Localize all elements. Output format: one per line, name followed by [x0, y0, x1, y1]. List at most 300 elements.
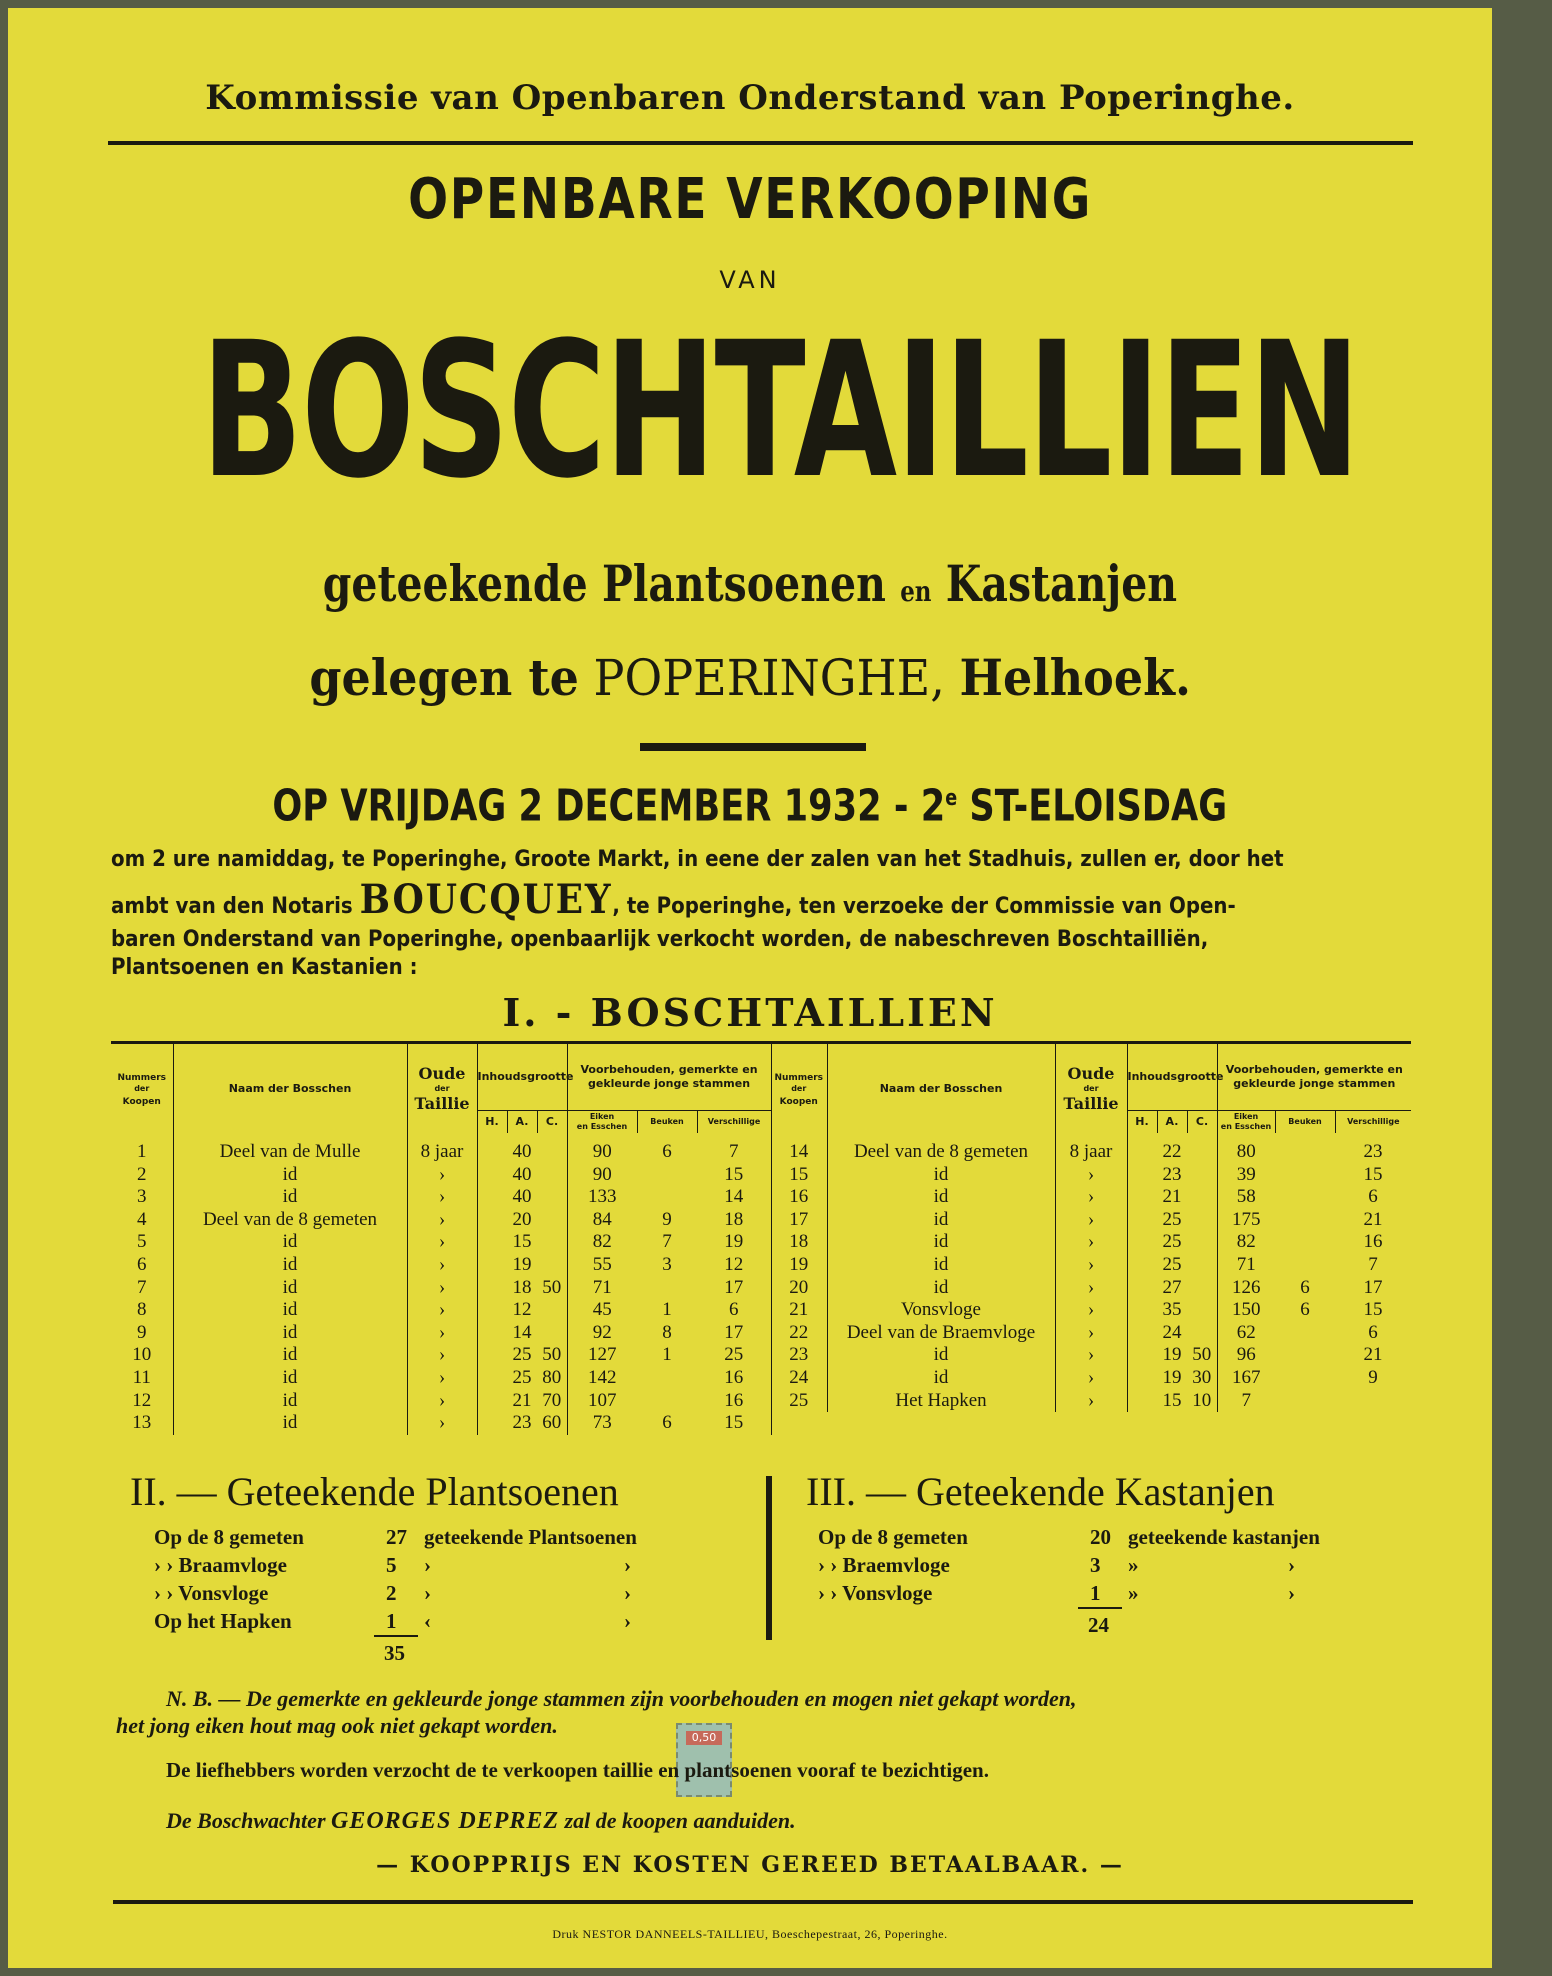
cell-h — [477, 1390, 507, 1413]
cell-v — [1335, 1390, 1411, 1413]
cell-n: 15 — [771, 1164, 827, 1187]
cell-a: 19 — [1162, 1366, 1182, 1388]
col-inhoud-r: Inhoudsgrootte — [1127, 1044, 1217, 1111]
notary-name: BOUCQUEY — [359, 876, 613, 923]
cell-c — [537, 1164, 567, 1187]
cell-name: id — [173, 1322, 407, 1345]
table-row — [111, 1254, 771, 1277]
cell-name: id — [827, 1277, 1055, 1300]
cell-a: 24 — [1162, 1321, 1182, 1343]
cell-e: 84 — [592, 1208, 612, 1230]
nb-line-2: het jong eiken hout mag ook niet gekapt worden. — [116, 1713, 558, 1738]
table-row — [111, 1390, 771, 1413]
cell-c — [1187, 1209, 1217, 1232]
cell-e: 45 — [592, 1299, 612, 1321]
cell-name: id — [173, 1344, 407, 1367]
cell-b — [1275, 1367, 1335, 1390]
cell-c — [1187, 1186, 1217, 1209]
cell-e: 96 — [1236, 1344, 1256, 1366]
col-inhoud: Inhoudsgrootte — [477, 1044, 567, 1111]
cell-c — [1187, 1322, 1217, 1345]
cell-b: 1 — [662, 1344, 672, 1366]
cell-age: › — [407, 1277, 477, 1300]
cell-a: 40 — [512, 1186, 532, 1208]
table-row — [771, 1231, 1411, 1254]
cell-n: 1 — [111, 1133, 173, 1164]
list-item — [818, 1551, 1418, 1579]
cell-v: 18 — [697, 1209, 771, 1232]
cell-b — [1275, 1231, 1335, 1254]
cell-v: 17 — [697, 1277, 771, 1300]
cell-c — [1187, 1254, 1217, 1277]
cell-e: 82 — [592, 1231, 612, 1253]
list-total — [818, 1607, 1418, 1635]
list-item — [818, 1523, 1418, 1551]
warden-line: De Boschwachter GEORGES DEPREZ zal de koopen aanduiden. — [166, 1808, 796, 1834]
list-item — [154, 1523, 754, 1551]
cell-a: 22 — [1162, 1141, 1182, 1162]
cell-b — [1275, 1209, 1335, 1232]
cell-age: › — [407, 1299, 477, 1322]
cell-b: 9 — [662, 1208, 672, 1230]
title-line — [8, 168, 1492, 232]
cell-name: id — [173, 1231, 407, 1254]
cell-name: id — [827, 1209, 1055, 1232]
list-qty: 1 — [386, 1609, 397, 1633]
cell-c — [1187, 1277, 1217, 1300]
table-row — [111, 1322, 771, 1345]
cell-age: 8 jaar — [1055, 1133, 1127, 1164]
cell-h — [477, 1344, 507, 1367]
cell-e: 167 — [1232, 1366, 1261, 1388]
list-item2: › — [1288, 1553, 1295, 1577]
payment-line: — KOOPPRIJS EN KOSTEN GEREED BETAALBAAR. — — [376, 1852, 1124, 1878]
revenue-stamp: 0,50 — [676, 1723, 732, 1797]
cell-name: id — [827, 1254, 1055, 1277]
cell-e: 58 — [1236, 1186, 1256, 1208]
cell-age: › — [407, 1344, 477, 1367]
cell-v: 6 — [1368, 1321, 1378, 1343]
cell-h — [1127, 1186, 1157, 1209]
cell-n: 21 — [771, 1299, 827, 1322]
total-value: 35 — [384, 1641, 405, 1665]
cell-a: 21 — [1162, 1186, 1182, 1208]
table-row — [111, 1133, 771, 1164]
cell-b — [1275, 1186, 1335, 1209]
subtitle-2: gelegen te POPERINGHE, Helhoek. — [309, 648, 1191, 707]
list-item2: › — [624, 1553, 631, 1577]
cell-age: › — [1055, 1186, 1127, 1209]
cell-h — [1127, 1390, 1157, 1413]
list-total — [154, 1635, 754, 1663]
cell-age: › — [1055, 1344, 1127, 1367]
col-voorbehouden-r: Voorbehouden, gemerkte en gekleurde jonge stammen — [1225, 1063, 1403, 1090]
list-item: geteekende kastanjen — [1128, 1525, 1320, 1549]
table-row — [771, 1322, 1411, 1345]
cell-e: 82 — [1236, 1231, 1256, 1253]
cell-c — [537, 1133, 567, 1164]
cell-age: › — [407, 1390, 477, 1413]
table-row — [771, 1390, 1411, 1413]
cell-age: › — [407, 1254, 477, 1277]
cell-n: 2 — [111, 1164, 173, 1187]
cell-b — [1275, 1390, 1335, 1413]
cell-v: 17 — [1363, 1276, 1383, 1298]
lots-table-right: Nummers der Koopen Naam der Bosschen Oude der Taillie Inhoudsgrootte Voorbehouden, gemerkte en gekleurde jonge stammen H. A. C. Eiken en Esschen Beuken Verschillige 14 Deel van de 8 gemeten 8 jaar 22 80 23 15 id › 23 39 15 16 id › 21 58 6 17 id › 25 175 21 18 id › 25 82 16 19 id › 25 71 7 20 id › 27 126 6 17 21 Vonsvloge › 35 150 6 15 22 Deel van de Braemvloge › 24 62 6 23 id › 19 50 96 21 24 id › 19 30 167 9 25 Het Hapken › 15 10 7 — [771, 1044, 1411, 1412]
cell-b — [637, 1367, 697, 1390]
cell-a: 35 — [1162, 1299, 1182, 1321]
cell-a: 20 — [512, 1208, 532, 1230]
van-line: VAN — [719, 266, 781, 294]
cell-h — [1127, 1322, 1157, 1345]
list-item: ‹ — [424, 1609, 431, 1633]
cell-v: 7 — [697, 1133, 771, 1164]
section2-list — [154, 1523, 754, 1663]
section1-title-line — [8, 990, 1492, 1035]
cell-age: › — [1055, 1209, 1127, 1232]
cell-n: 8 — [111, 1299, 173, 1322]
cell-h — [1127, 1254, 1157, 1277]
cell-b — [637, 1164, 697, 1187]
cell-n: 18 — [771, 1231, 827, 1254]
cell-name: id — [173, 1186, 407, 1209]
cell-h — [477, 1231, 507, 1254]
table-row — [111, 1209, 771, 1232]
table-row — [111, 1412, 771, 1435]
table-row — [111, 1344, 771, 1367]
cell-n: 10 — [111, 1344, 173, 1367]
cell-a: 15 — [1162, 1389, 1182, 1411]
cell-b: 8 — [662, 1321, 672, 1343]
cell-h — [1127, 1344, 1157, 1367]
col-nummers-r: Nummers der Koopen — [771, 1044, 827, 1133]
cell-h — [1127, 1209, 1157, 1232]
cell-e: 71 — [1236, 1253, 1256, 1275]
cell-name: Deel van de 8 gemeten — [173, 1209, 407, 1232]
list-item2: › — [1288, 1581, 1295, 1605]
cell-e: 126 — [1232, 1276, 1261, 1298]
list-item — [154, 1579, 754, 1607]
cell-h — [477, 1133, 507, 1164]
cell-n: 11 — [111, 1367, 173, 1390]
cell-age: 8 jaar — [407, 1133, 477, 1164]
cell-e: 92 — [592, 1321, 612, 1343]
cell-n: 13 — [111, 1412, 173, 1435]
cell-e: 39 — [1236, 1163, 1256, 1185]
cell-b: 6 — [1300, 1299, 1310, 1321]
list-item — [818, 1579, 1418, 1607]
cell-b — [1275, 1133, 1335, 1164]
printer-line: Druk NESTOR DANNEELS-TAILLIEU, Boeschepestraat, 26, Poperinghe. — [552, 1927, 948, 1941]
cell-c — [1187, 1133, 1217, 1164]
cell-n: 24 — [771, 1367, 827, 1390]
cell-c — [537, 1231, 567, 1254]
cell-n: 20 — [771, 1277, 827, 1300]
list-item: › — [424, 1581, 431, 1605]
cell-age: › — [1055, 1164, 1127, 1187]
cell-name: Deel van de Braemvloge — [827, 1322, 1055, 1345]
cell-h — [477, 1412, 507, 1435]
cell-h — [1127, 1367, 1157, 1390]
visit-note: De liefhebbers worden verzocht de te verkoopen taillie en plantsoenen vooraf te bezichtigen. — [166, 1758, 989, 1782]
cell-a: 23 — [512, 1412, 532, 1434]
list-pre: Op het Hapken — [154, 1609, 292, 1633]
col-naam: Naam der Bosschen — [173, 1044, 407, 1133]
cell-e: 142 — [588, 1366, 617, 1388]
cell-a: 18 — [512, 1276, 532, 1298]
total-rule — [1078, 1607, 1122, 1609]
cell-v: 15 — [697, 1164, 771, 1187]
cell-v: 21 — [1363, 1344, 1383, 1366]
table-row — [771, 1367, 1411, 1390]
list-qty: 20 — [1090, 1525, 1111, 1549]
table-row — [771, 1254, 1411, 1277]
col-oude-r: Oude der Taillie — [1055, 1044, 1127, 1133]
cell-e: 80 — [1236, 1141, 1256, 1162]
cell-h — [477, 1299, 507, 1322]
list-pre: › › Vonsvloge — [818, 1581, 933, 1605]
poster-sheet — [8, 8, 1492, 1968]
cell-a: 12 — [512, 1299, 532, 1321]
list-qty: 3 — [1090, 1553, 1101, 1577]
cell-b — [637, 1390, 697, 1413]
cell-n: 16 — [771, 1186, 827, 1209]
cell-h — [477, 1322, 507, 1345]
cell-c — [537, 1186, 567, 1209]
cell-name: id — [173, 1164, 407, 1187]
date-line: OP VRIJDAG 2 DECEMBER 1932 - 2e ST-ELOISDAG — [272, 780, 1228, 832]
cell-v: 14 — [697, 1186, 771, 1209]
cell-age: › — [1055, 1367, 1127, 1390]
cell-name: id — [173, 1277, 407, 1300]
cell-v: 16 — [697, 1367, 771, 1390]
cell-c — [537, 1299, 567, 1322]
cell-name: id — [173, 1390, 407, 1413]
table-row — [771, 1164, 1411, 1187]
cell-age: › — [407, 1412, 477, 1435]
cell-e: 133 — [588, 1186, 617, 1208]
cell-h — [1127, 1164, 1157, 1187]
cell-n: 19 — [771, 1254, 827, 1277]
cell-c — [1187, 1231, 1217, 1254]
cell-b: 6 — [662, 1141, 672, 1162]
cell-e: 90 — [592, 1141, 612, 1162]
lots-table-left: Nummers der Koopen Naam der Bosschen Oude der Taillie Inhoudsgrootte Voorbehouden, gemerkte en gekleurde jonge stammen H. A. C. Eiken en Esschen Beuken Verschillige 1 Deel van de Mulle 8 jaar 40 90 6 7 2 id › 40 90 15 3 id › 40 133 14 4 Deel van de 8 gemeten › 20 84 9 18 5 id › 15 82 7 19 6 id › 19 55 3 12 7 id › 18 50 71 17 8 id › 12 45 1 6 9 id › 14 92 8 17 10 id › 25 50 127 1 25 11 id › 25 80 142 16 12 id › 21 70 107 16 13 id › 23 60 73 6 15 — [111, 1044, 772, 1435]
cell-a: 19 — [512, 1253, 532, 1275]
cell-c: 70 — [537, 1390, 567, 1413]
cell-v: 6 — [697, 1299, 771, 1322]
cell-v: 23 — [1363, 1141, 1383, 1162]
cell-h — [477, 1209, 507, 1232]
cell-h — [477, 1164, 507, 1187]
cell-a: 27 — [1162, 1276, 1182, 1298]
table-row — [111, 1164, 771, 1187]
cell-n: 7 — [111, 1277, 173, 1300]
section2-title: II. — Geteekende Plantsoenen — [130, 1469, 619, 1514]
cell-age: › — [1055, 1277, 1127, 1300]
cell-b: 7 — [662, 1231, 672, 1253]
cell-a: 25 — [512, 1366, 532, 1388]
cell-e: 73 — [592, 1412, 612, 1434]
cell-age: › — [407, 1231, 477, 1254]
cell-v: 15 — [1363, 1299, 1383, 1321]
total-value: 24 — [1088, 1613, 1109, 1637]
cell-h — [1127, 1231, 1157, 1254]
cell-v: 19 — [697, 1231, 771, 1254]
cell-v: 21 — [1363, 1208, 1383, 1230]
cell-c — [1187, 1164, 1217, 1187]
cell-b — [1275, 1344, 1335, 1367]
cell-e: 71 — [592, 1276, 612, 1298]
subtitle-1: geteekende Plantsoenen en Kastanjen — [322, 554, 1178, 613]
center-rule — [640, 743, 866, 751]
cell-n: 4 — [111, 1209, 173, 1232]
cell-h — [477, 1254, 507, 1277]
cell-n: 14 — [771, 1133, 827, 1164]
cell-n: 6 — [111, 1254, 173, 1277]
cell-b: 6 — [1300, 1276, 1310, 1298]
col-nummers: Nummers der Koopen — [111, 1044, 173, 1133]
cell-a: 21 — [512, 1389, 532, 1411]
table-row — [771, 1133, 1411, 1164]
list-pre: Op de 8 gemeten — [818, 1525, 968, 1549]
table-row — [111, 1367, 771, 1390]
cell-c — [537, 1254, 567, 1277]
page-title: OPENBARE VERKOOPING — [408, 167, 1092, 232]
list-pre: › › Braemvloge — [818, 1553, 950, 1577]
cell-name: Het Hapken — [827, 1390, 1055, 1413]
cell-age: › — [407, 1209, 477, 1232]
cell-v: 6 — [1368, 1186, 1378, 1208]
cell-h — [1127, 1133, 1157, 1164]
cell-c: 50 — [537, 1277, 567, 1300]
cell-name: Vonsvloge — [827, 1299, 1055, 1322]
cell-n: 12 — [111, 1390, 173, 1413]
commission-line: Kommissie van Openbaren Onderstand van Poperinghe. — [205, 78, 1295, 118]
cell-a: 25 — [1162, 1208, 1182, 1230]
list-pre: Op de 8 gemeten — [154, 1525, 304, 1549]
table-row — [771, 1344, 1411, 1367]
cell-e: 175 — [1232, 1208, 1261, 1230]
cell-e: 62 — [1236, 1321, 1256, 1343]
cell-c: 10 — [1187, 1390, 1217, 1413]
cell-age: › — [1055, 1231, 1127, 1254]
cell-c — [1187, 1299, 1217, 1322]
cell-a: 40 — [512, 1163, 532, 1185]
cell-c: 60 — [537, 1412, 567, 1435]
cell-v: 9 — [1368, 1366, 1378, 1388]
col-oude: Oude der Taillie — [407, 1044, 477, 1133]
cell-n: 22 — [771, 1322, 827, 1345]
table-row — [111, 1231, 771, 1254]
cell-e: 107 — [588, 1389, 617, 1411]
table-row — [771, 1277, 1411, 1300]
cell-v: 17 — [697, 1322, 771, 1345]
total-rule — [374, 1635, 418, 1637]
cell-b: 3 — [662, 1253, 672, 1275]
cell-v: 16 — [697, 1390, 771, 1413]
section1-title: I. - BOSCHTAILLIEN — [502, 990, 998, 1035]
list-item: » — [1128, 1581, 1139, 1605]
table-row — [771, 1209, 1411, 1232]
table-row — [111, 1186, 771, 1209]
cell-v: 7 — [1368, 1253, 1378, 1275]
cell-b: 1 — [662, 1299, 672, 1321]
main-title: BOSCHTAILLIEN — [201, 301, 1360, 520]
cell-a: 25 — [1162, 1253, 1182, 1275]
cell-v: 15 — [697, 1412, 771, 1435]
cell-c — [537, 1322, 567, 1345]
cell-n: 25 — [771, 1390, 827, 1413]
list-item: geteekende Plantsoenen — [424, 1525, 637, 1549]
cell-b — [1275, 1254, 1335, 1277]
cell-name: id — [173, 1412, 407, 1435]
cell-name: id — [827, 1186, 1055, 1209]
cell-a: 15 — [512, 1231, 532, 1253]
cell-name: id — [173, 1367, 407, 1390]
cell-h — [477, 1186, 507, 1209]
cell-c: 50 — [1187, 1344, 1217, 1367]
cell-n: 23 — [771, 1344, 827, 1367]
table-row — [111, 1299, 771, 1322]
cell-name: id — [827, 1367, 1055, 1390]
cell-h — [1127, 1277, 1157, 1300]
cell-age: › — [407, 1322, 477, 1345]
cell-age: › — [407, 1367, 477, 1390]
cell-h — [477, 1277, 507, 1300]
list-item: » — [1128, 1553, 1139, 1577]
list-qty: 2 — [386, 1581, 397, 1605]
table-row — [771, 1299, 1411, 1322]
cell-n: 5 — [111, 1231, 173, 1254]
cell-a: 19 — [1162, 1344, 1182, 1366]
cell-v: 12 — [697, 1254, 771, 1277]
cell-a: 14 — [512, 1321, 532, 1343]
cell-c: 30 — [1187, 1367, 1217, 1390]
cell-b: 6 — [662, 1412, 672, 1434]
list-item2: › — [624, 1609, 631, 1633]
cell-c — [537, 1209, 567, 1232]
main-title-line — [8, 301, 1492, 520]
cell-n: 3 — [111, 1186, 173, 1209]
top-rule — [108, 141, 1413, 145]
nb-line-1: N. B. — De gemerkte en gekleurde jonge stammen zijn voorbehouden en mogen niet gekapt worden, — [166, 1686, 1077, 1711]
cell-e: 55 — [592, 1253, 612, 1275]
cell-name: id — [827, 1231, 1055, 1254]
cell-a: 40 — [512, 1141, 532, 1162]
cell-name: id — [173, 1254, 407, 1277]
list-qty: 1 — [1090, 1581, 1101, 1605]
cell-age: › — [1055, 1254, 1127, 1277]
list-item — [154, 1607, 754, 1635]
cell-e: 90 — [592, 1163, 612, 1185]
section3-list — [818, 1523, 1418, 1635]
cell-e: 127 — [588, 1344, 617, 1366]
cell-name: Deel van de Mulle — [173, 1133, 407, 1164]
cell-n: 9 — [111, 1322, 173, 1345]
col-naam-r: Naam der Bosschen — [827, 1044, 1055, 1133]
bottom-rule — [113, 1900, 1413, 1904]
cell-age: › — [407, 1186, 477, 1209]
cell-b — [637, 1186, 697, 1209]
cell-age: › — [1055, 1322, 1127, 1345]
list-item — [154, 1551, 754, 1579]
cell-c: 50 — [537, 1344, 567, 1367]
cell-name: Deel van de 8 gemeten — [827, 1133, 1055, 1164]
cell-name: id — [827, 1344, 1055, 1367]
intro-paragraph: om 2 ure namiddag, te Poperinghe, Groote Markt, in eene der zalen van het Stadhuis, zullen er, door het ambt van den Notaris BOUCQUEY, te Poperinghe, ten verzoeke der Commissie van Open- baren Onderstand van Poperinghe, openbaarlijk verkocht worden, de nabeschreven Boschtailliën, Plantsoenen en Kastanien : — [111, 847, 1284, 980]
cell-h — [477, 1367, 507, 1390]
